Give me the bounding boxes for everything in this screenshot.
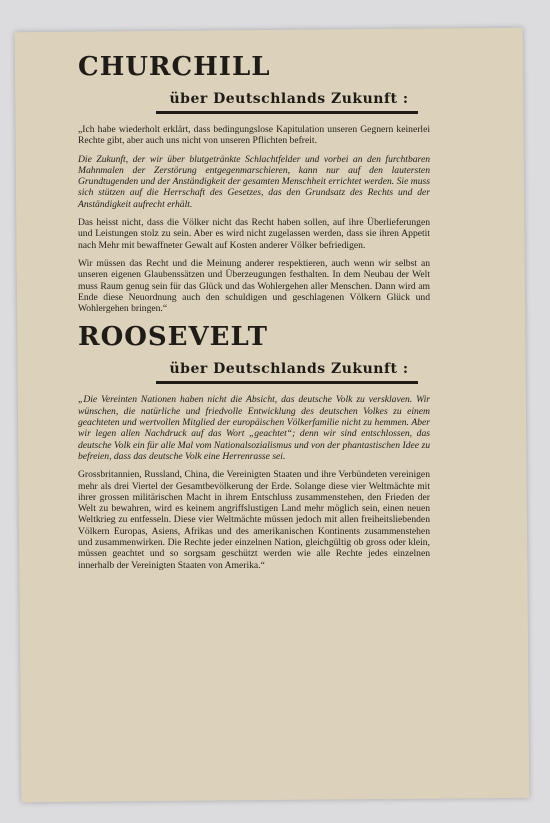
churchill-underline [156, 111, 418, 114]
roosevelt-paragraph-1: „Die Vereinten Nationen haben nicht die Absicht, das deutsche Volk zu versklaven. Wir wünschen, die natürliche und friedvolle Entwicklung des deutschen Volkes zu einem geachteten und wertvollen Mitglied der europäischen Völkerfamilie nicht zu hemmen. Aber wir legen allen Nachdruck auf das Wort „geachtet“; denn wir sind entschlossen, das deutsche Volk ein für alle Mal vom Nationalsozialismus und von der phantastischen Idee zu befreien, dass das deutsche Volk eine Herrenrasse sei. [78, 394, 430, 462]
churchill-paragraph-3: Das heisst nicht, dass die Völker nicht das Recht haben sollen, auf ihre Überlieferungen und Leistungen stolz zu sein. Aber es wird nicht zugelassen werden, dass sie ihren Appetit nach Mehr mit bewaffneter Gewalt auf Kosten anderer Völker befriedigen. [78, 217, 430, 251]
leaflet-content [78, 52, 430, 578]
churchill-subtitle: über Deutschlands Zukunft : [169, 91, 409, 107]
churchill-section [78, 52, 430, 314]
roosevelt-paragraph-2: Grossbritannien, Russland, China, die Vereinigten Staaten und ihre Verbündeten vereinigen mehr als drei Viertel der Gesamtbevölkerung der Erde. Solange diese vier Weltmächte mit ihrer grossen militärischen Macht in ihrem Entschluss zusammenstehen, den Frieden der Welt zu bewahren, wird es keinem angriffslustigen Land mehr möglich sein, einen neuen Weltkrieg zu entfesseln. Diese vier Weltmächte müssen jedoch mit allen freiheitsliebenden Völkern Europas, Asiens, Afrikas und des amerikanischen Kontinents zusammenstehen und zusammenwirken. Die Rechte jeder einzelnen Nation, gleichgültig ob gross oder klein, müssen geachtet und so sorgsam geschützt werden wie alle Rechte jedes einzelnen innerhalb der Vereinigten Staaten von Amerika.“ [78, 469, 430, 571]
churchill-paragraph-4: Wir müssen das Recht und die Meinung anderer respektieren, auch wenn wir selbst an unseren eigenen Glaubenssätzen und Überzeugungen festhalten. In dem Neubau der Welt muss Raum genug sein für das Glück und das Wohlergehen aller Menschen. Dann wird am Ende diese Neuordnung auch den schuldigen und geschlagenen Völkern Glück und Wohlergehen bringen.“ [78, 257, 430, 315]
churchill-paragraph-2: Die Zukunft, der wir über blutgetränkte Schlachtfelder und vorbei an den furchtbaren Mahnmalen der Zerstörung entgegenmarschieren, kann nur auf den lautersten Grundtugenden und der Anständigkeit der gesamten Menschheit errichtet werden. Sie muss sich stützen auf die Herrschaft des Gesetzes, das den Grundsatz des Rechts und der Anständigkeit aufrecht erhält. [78, 153, 430, 210]
churchill-title: CHURCHILL [78, 52, 271, 82]
roosevelt-title: ROOSEVELT [78, 322, 268, 353]
roosevelt-underline [156, 381, 418, 384]
roosevelt-section [78, 322, 430, 570]
churchill-paragraph-1: „Ich habe wiederholt erklärt, dass bedingungslose Kapitulation unseren Gegnern keinerlei Rechte gibt, aber auch uns nicht von unseren Pflichten befreit. [78, 124, 430, 147]
roosevelt-subtitle: über Deutschlands Zukunft : [169, 361, 409, 378]
